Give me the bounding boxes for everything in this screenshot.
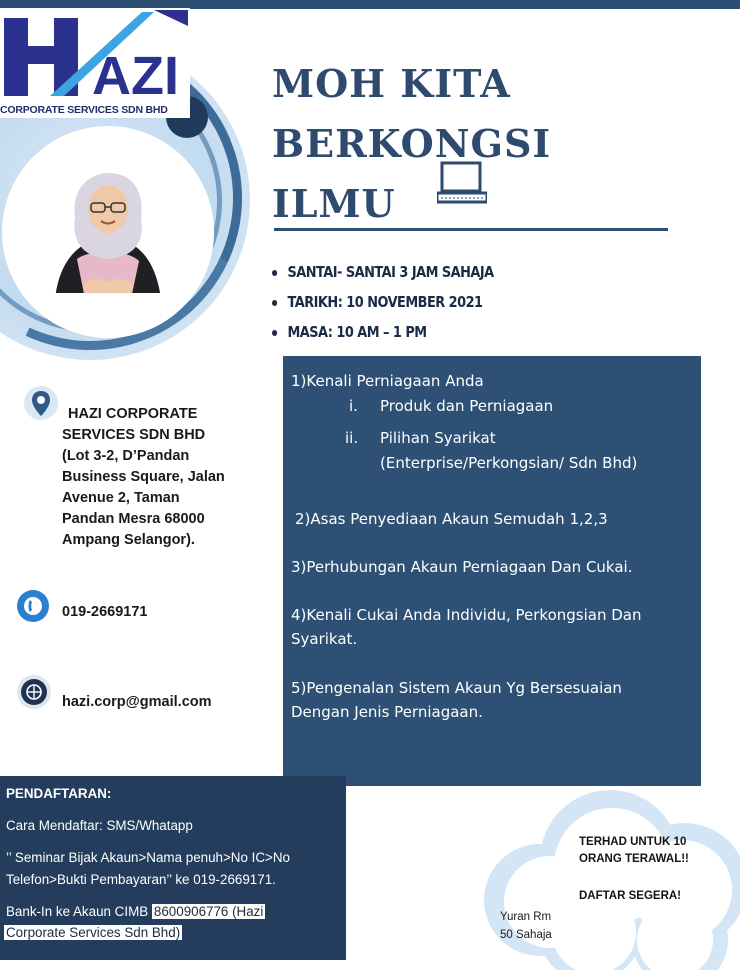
logo-letters-azi: AZI	[92, 46, 179, 96]
topic-1-i: Produk dan Perniagaan	[380, 397, 554, 415]
address-line: HAZI CORPORATE	[68, 406, 198, 422]
phone-number[interactable]: 019-2669171	[62, 604, 148, 620]
topic-1-i-num: i.	[349, 397, 358, 415]
address-line: SERVICES SDN BHD	[62, 427, 206, 443]
title-line-1: MOH KITA	[272, 61, 511, 106]
topic-3: 3)Perhubungan Akaun Perniagaan Dan Cukai.	[291, 558, 633, 576]
topic-4-line-2: Syarikat.	[291, 630, 358, 648]
detail-duration	[272, 262, 494, 292]
address-line: Ampang Selangor).	[62, 532, 195, 548]
bank-info-line-2	[4, 925, 182, 940]
presenter-photo	[2, 126, 214, 338]
title-line-2: BERKONGSI	[272, 121, 552, 166]
fee-info	[500, 908, 552, 944]
title-divider	[274, 228, 668, 231]
registration-box	[0, 776, 346, 960]
email-address[interactable]: hazi.corp@gmail.com	[62, 694, 212, 710]
bank-info-line-1	[6, 904, 265, 919]
logo-subtitle: CORPORATE SERVICES SDN BHD	[0, 104, 168, 116]
topic-2: 2)Asas Penyediaan Akaun Semudah 1,2,3	[295, 510, 608, 528]
detail-time	[272, 322, 494, 352]
company-logo	[0, 8, 190, 118]
bank-prefix: Bank-In ke Akaun CIMB	[6, 904, 149, 919]
detail-time-text: MASA: 10 AM – 1 PM	[287, 323, 427, 341]
bullet-icon	[272, 270, 277, 276]
location-pin-icon	[24, 386, 58, 420]
registration-format-line-1: ’’ Seminar Bijak Akaun>Nama penuh>No IC>No	[6, 850, 290, 865]
phone-icon	[17, 590, 49, 622]
limit-line-1: TERHAD UNTUK 10	[579, 836, 687, 848]
detail-date	[272, 292, 494, 322]
topic-5-line-1: 5)Pengenalan Sistem Akaun Yg Bersesuaian	[291, 679, 622, 697]
hazi-logo-mark	[4, 10, 188, 96]
page-title	[272, 54, 551, 234]
detail-duration-text: SANTAI- SANTAI 3 JAM SAHAJA	[287, 263, 494, 281]
registration-format-line-2: Telefon>Bukti Pembayaran’’ ke 019-2669171.	[6, 872, 276, 887]
topic-5-line-2: Dengan Jenis Perniagaan.	[291, 703, 483, 721]
address-line: Pandan Mesra 68000	[62, 511, 205, 527]
bullet-icon	[272, 330, 277, 336]
company-address	[62, 404, 242, 551]
detail-date-text: TARIKH: 10 NOVEMBER 2021	[287, 293, 483, 311]
fee-line-2: 50 Sahaja	[500, 929, 552, 941]
title-line-3: ILMU	[272, 181, 396, 226]
topic-1-ii-num: ii.	[345, 429, 359, 447]
limit-line-2: ORANG TERAWAL!!	[579, 853, 689, 865]
registration-heading: PENDAFTARAN:	[6, 786, 112, 801]
topic-1-ii: Pilihan Syarikat	[380, 429, 496, 447]
register-now-text: DAFTAR SEGERA!	[579, 890, 682, 902]
topic-1: 1)Kenali Perniagaan Anda	[291, 372, 484, 390]
topics-panel	[283, 356, 701, 786]
presenter-illustration	[5, 129, 211, 335]
laptop-icon	[437, 160, 487, 206]
bank-account-name: Corporate Services Sdn Bhd)	[6, 925, 181, 940]
address-line: Avenue 2, Taman	[62, 490, 180, 506]
registration-method: Cara Mendaftar: SMS/Whatapp	[6, 818, 193, 833]
address-line: (Lot 3-2, D’Pandan	[62, 448, 190, 464]
fee-line-1: Yuran Rm	[500, 911, 552, 923]
event-details	[272, 262, 530, 352]
address-line: Business Square, Jalan	[62, 469, 225, 485]
globe-icon	[17, 675, 51, 709]
topic-4-line-1: 4)Kenali Cukai Anda Individu, Perkongsian Dan	[291, 606, 642, 624]
bullet-icon	[272, 300, 277, 306]
bank-account-number: 8600906776 (Hazi	[153, 904, 264, 919]
topic-1-ii-detail: (Enterprise/Perkongsian/ Sdn Bhd)	[380, 454, 638, 472]
